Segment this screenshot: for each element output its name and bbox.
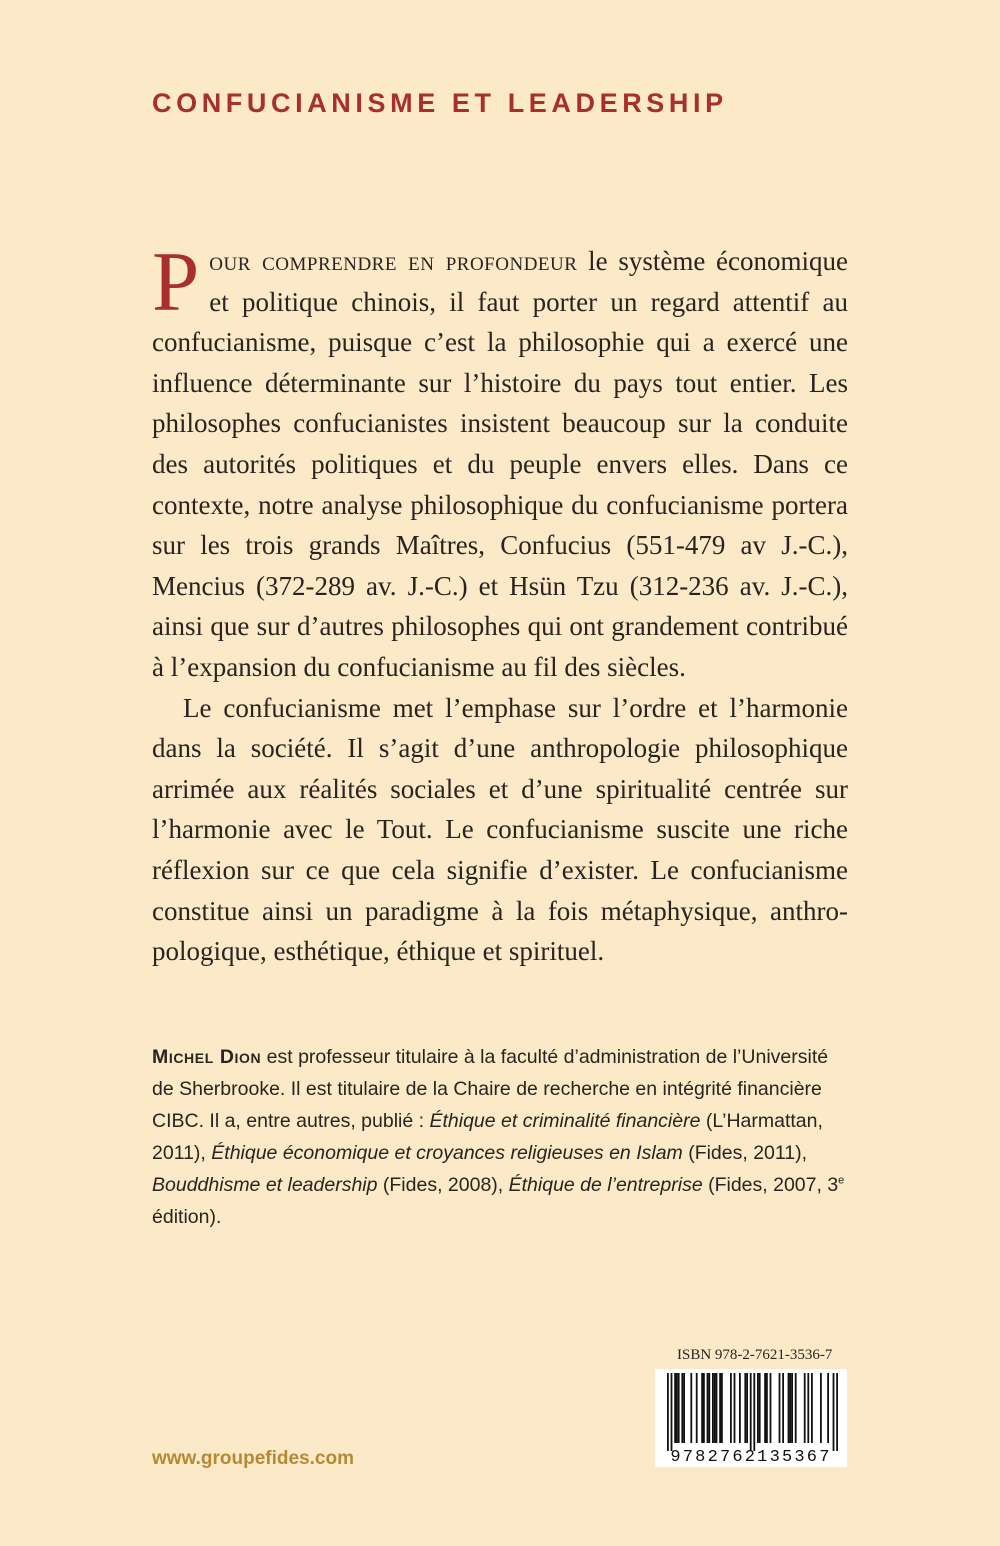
barcode-bar <box>716 1373 718 1443</box>
barcode-bar <box>696 1373 698 1443</box>
barcode-bar <box>764 1373 766 1443</box>
barcode-bar <box>708 1373 710 1443</box>
bio-text-6: édition). <box>152 1206 222 1228</box>
barcode-bar <box>690 1373 692 1443</box>
barcode-bar <box>667 1373 669 1451</box>
book-title-3: Bouddhisme et leadership <box>152 1174 378 1196</box>
bio-text-4: (Fides, 2008), <box>377 1174 509 1196</box>
barcode-bar <box>820 1373 822 1443</box>
barcode-bar <box>744 1373 746 1443</box>
barcode-bar <box>730 1373 732 1443</box>
barcode-bar <box>795 1373 797 1443</box>
author-bio-text <box>152 1041 848 1233</box>
barcode-bar <box>707 1373 709 1443</box>
barcode-bar <box>804 1373 806 1443</box>
drop-cap: P <box>152 235 200 329</box>
barcode-bar <box>714 1373 716 1443</box>
barcode-bar <box>753 1373 755 1451</box>
barcode-bar <box>770 1373 772 1443</box>
barcode-bar <box>674 1373 676 1443</box>
barcode-bar <box>719 1373 721 1443</box>
barcode <box>655 1369 847 1467</box>
barcode-bar <box>683 1373 685 1443</box>
barcode-bar <box>807 1373 809 1443</box>
author-name: Michel Dion <box>152 1046 262 1068</box>
barcode-bar <box>836 1373 838 1451</box>
barcode-bar <box>701 1373 703 1443</box>
barcode-bar <box>678 1373 680 1443</box>
barcode-bar <box>827 1373 829 1443</box>
barcode-bar <box>739 1373 741 1443</box>
bio-text-2: (L’Harmattan, 2011), <box>152 1110 823 1164</box>
barcode-bar <box>788 1373 790 1443</box>
bio-text-5: (Fides, 2007, 3 <box>702 1174 839 1196</box>
barcode-bar <box>782 1373 784 1443</box>
barcode-graphic <box>655 1369 847 1467</box>
barcode-bar <box>757 1373 759 1443</box>
barcode-bar <box>676 1373 678 1443</box>
barcode-bar <box>734 1373 736 1443</box>
bio-text-3: (Fides, 2011), <box>682 1142 808 1164</box>
author-bio <box>152 1041 848 1233</box>
publisher-website: www.groupefides.com <box>152 1448 354 1469</box>
barcode-bar <box>746 1373 748 1443</box>
blurb-paragraph-2: Le confucianisme met l’emphase sur l’ordre et l’harmonie dans la société. Il s’agit d’une anthropologie philosophique arrimée aux réalités sociales et d’une spiritualité centrée sur l’harmonie avec le Tout. Le confucianisme suscite une riche réflexion sur ce que cela signifie d’exister. Le confucianisme constitue ainsi un paradigme à la fois métaphysique, anthropologique, esthétique, éthique et spirituel. <box>152 692 848 967</box>
book-title-1: Éthique et criminalité financière <box>429 1110 701 1132</box>
isbn-label: ISBN 978-2-7621-3536-7 <box>677 1347 833 1363</box>
barcode-bar <box>789 1373 791 1443</box>
barcode-bar <box>779 1373 781 1443</box>
barcode-bar <box>791 1373 793 1443</box>
barcode-bar <box>721 1373 723 1443</box>
edition-superscript: e <box>838 1174 845 1187</box>
barcode-bar <box>759 1373 761 1443</box>
blurb-lead-in: our comprendre en profondeur <box>209 246 578 276</box>
book-title-4: Éthique de l’entreprise <box>508 1174 703 1196</box>
book-title: CONFUCIANISME ET LEADERSHIP <box>152 88 728 118</box>
barcode-bar <box>811 1373 813 1443</box>
bio-text-1: est professeur titulaire à la faculté d’administration de l’Université de Sherbrooke. Il est titulaire de la Chaire de recherche en intégrité financière CIBC. Il a, entre autres, publié : <box>152 1046 829 1132</box>
book-title-2: Éthique économique et croyances religieuses en Islam <box>211 1142 683 1164</box>
blurb-paragraph-1 <box>152 235 848 688</box>
barcode-bar <box>681 1373 683 1443</box>
barcode-bar <box>766 1373 768 1443</box>
barcode-bar <box>671 1373 673 1451</box>
blurb-paragraph-1-text: le système économique et politique chinois, il faut porter un regard attentif au confucianisme, puisque c’est la philosophie qui a exercé une influence déterminante sur l’histoire du pays tout entier. Les philosophes confucianistes insistent beaucoup sur la conduite des autorités politiques et du peuple envers elles. Dans ce contexte, notre analyse philosophique du confucianisme portera sur les trois grands Maîtres, Confucius (551-479 av J.-C.), Mencius (372-289 av. J.-C.) et Hsün Tzu (312-236 av. J.-C.), ainsi que sur d’autres philosophes qui ont grandement contribué à l’expansion du confucianisme au fil des siècles. <box>152 246 848 682</box>
barcode-number: 9782762135367 <box>670 1448 832 1467</box>
barcode-bar <box>833 1373 835 1451</box>
barcode-bar <box>750 1373 752 1451</box>
book-blurb <box>152 235 848 972</box>
barcode-bar <box>712 1373 714 1443</box>
barcode-bar <box>703 1373 705 1443</box>
